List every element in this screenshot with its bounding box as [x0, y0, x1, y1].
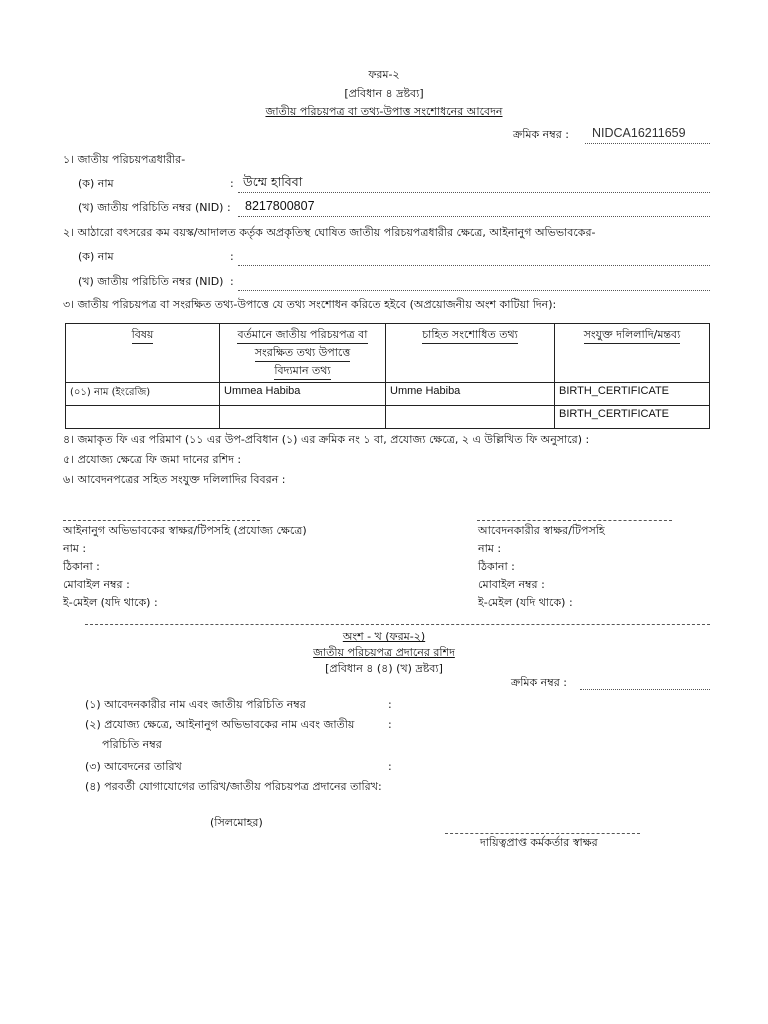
table-row	[66, 383, 710, 406]
applicant-signature-label: আবেদনকারীর স্বাক্ষর/টিপসহি	[478, 524, 605, 537]
table-row	[66, 406, 710, 429]
cell-existing: Ummea Habiba	[220, 383, 386, 406]
colon: :	[388, 760, 392, 773]
part-b-heading: অংশ - খ (ফরম-২)	[342, 630, 426, 643]
guardian-signature-label: আইনানুগ অভিভাবকের স্বাক্ষর/টিপসহি (প্রযোজ্য ক্ষেত্রে)	[63, 524, 307, 537]
section2-heading: ২। আঠারো বৎসরের কম বয়স্ক/আদালত কর্তৃক অপ্রকৃতিস্থ ঘোষিত জাতীয় পরিচয়পত্রধারীর ক্ষেত্রে, আইনানুগ অভিভাবকের-	[63, 226, 596, 239]
section1-heading: ১। জাতীয় পরিচয়পত্রধারীর-	[63, 153, 186, 166]
seal-label: (সিলমোহর)	[210, 816, 263, 829]
officer-signature-line	[445, 833, 640, 834]
guardian-email: ই-মেইল (যদি থাকে) :	[63, 596, 158, 609]
header-subject: বিষয়	[66, 324, 220, 383]
guardian-name: নাম :	[63, 542, 87, 555]
form-label: ফরম-২	[368, 68, 400, 81]
serial-number: NIDCA16211659	[592, 126, 686, 140]
colon: :	[388, 698, 392, 711]
receipt-item-4: (৪) পরবর্তী যোগাযোগের তারিখ/জাতীয় পরিচয়পত্র প্রদানের তারিখ:	[85, 780, 382, 793]
colon: :	[388, 718, 392, 731]
rule-reference: [প্রবিধান ৪ দ্রষ্টব্য]	[344, 87, 424, 100]
part-b-serial-label: ক্রমিক নম্বর :	[511, 676, 567, 689]
cell-requested	[386, 406, 555, 429]
cell-existing	[220, 406, 386, 429]
table-header-row	[66, 324, 710, 383]
holder-name-value: উম্মে হাবিবা	[243, 174, 303, 189]
colon: :	[230, 177, 234, 190]
applicant-email: ই-মেইল (যদি থাকে) :	[478, 596, 573, 609]
colon: :	[230, 250, 234, 263]
item-5-receipt: ৫। প্রযোজ্য ক্ষেত্রে ফি জমা দানের রশিদ :	[63, 453, 242, 466]
guardian-address: ঠিকানা :	[63, 560, 100, 573]
guardian-mobile: মোবাইল নম্বর :	[63, 578, 130, 591]
receipt-item-1: (১) আবেদনকারীর নাম এবং জাতীয় পরিচিতি নম্বর	[85, 698, 306, 711]
cell-document: BIRTH_CERTIFICATE	[555, 383, 710, 406]
item-4-fee: ৪। জমাকৃত ফি এর পরিমাণ (১১ এর উপ-প্রবিধান (১) এর ক্রমিক নং ১ বা, প্রযোজ্য ক্ষেত্রে, ২ এ উল্লিখিত ফি অনুসারে) :	[63, 433, 590, 446]
part-b-title: জাতীয় পরিচয়পত্র প্রদানের রশিদ	[313, 646, 455, 659]
cell-document: BIRTH_CERTIFICATE	[555, 406, 710, 429]
holder-nid-value: 8217800807	[245, 199, 315, 213]
section3-heading: ৩। জাতীয় পরিচয়পত্র বা সংরক্ষিত তথ্য-উপাত্তে যে তথ্য সংশোধন করিতে হইবে (অপ্রয়োজনীয় অংশ কাটিয়া দিন):	[63, 298, 557, 311]
holder-nid-label: (খ) জাতীয় পরিচিতি নম্বর (NID) :	[78, 201, 231, 214]
holder-name-line	[238, 192, 710, 193]
applicant-address: ঠিকানা :	[478, 560, 515, 573]
applicant-signature-line	[477, 520, 672, 521]
cell-requested: Umme Habiba	[386, 383, 555, 406]
serial-dotted-line	[585, 143, 710, 144]
section-divider	[85, 624, 710, 625]
receipt-item-3: (৩) আবেদনের তারিখ	[85, 760, 182, 773]
serial-label: ক্রমিক নম্বর :	[513, 128, 569, 141]
guardian-signature-line	[63, 520, 260, 521]
guardian-nid-line	[238, 290, 710, 291]
officer-signature-label: দায়িত্বপ্রাপ্ত কর্মকর্তার স্বাক্ষর	[480, 836, 598, 849]
header-requested-info: চাহিত সংশোধিত তথ্য	[386, 324, 555, 383]
holder-name-label: (ক) নাম	[78, 177, 114, 190]
header-existing-info: বর্তমানে জাতীয় পরিচয়পত্র বা সংরক্ষিত তথ্য উপাত্তে বিদ্যমান তথ্য	[220, 324, 386, 383]
form-title: জাতীয় পরিচয়পত্র বা তথ্য-উপাত্ত সংশোধনের আবেদন	[265, 105, 503, 118]
receipt-item-2-cont: পরিচিতি নম্বর	[102, 738, 162, 751]
item-6-attachments: ৬। আবেদনপত্রের সহিত সংযুক্ত দলিলাদির বিবরন :	[63, 473, 286, 486]
part-b-rule-reference: [প্রবিধান ৪ (৪) (খ) দ্রষ্টব্য]	[325, 662, 443, 675]
header-attached-docs: সংযুক্ত দলিলাদি/মন্তব্য	[555, 324, 710, 383]
guardian-name-label: (ক) নাম	[78, 250, 114, 263]
applicant-mobile: মোবাইল নম্বর :	[478, 578, 545, 591]
guardian-nid-label: (খ) জাতীয় পরিচিতি নম্বর (NID)	[78, 275, 224, 288]
guardian-name-line	[238, 265, 710, 266]
applicant-name: নাম :	[478, 542, 502, 555]
correction-table	[65, 323, 710, 429]
receipt-item-2: (২) প্রযোজ্য ক্ষেত্রে, আইনানুগ অভিভাবকের নাম এবং জাতীয়	[85, 718, 355, 731]
cell-subject	[66, 406, 220, 429]
cell-subject: (০১) নাম (ইংরেজি)	[66, 383, 220, 406]
holder-nid-line	[238, 216, 710, 217]
colon: :	[230, 275, 234, 288]
part-b-serial-line	[580, 689, 710, 690]
